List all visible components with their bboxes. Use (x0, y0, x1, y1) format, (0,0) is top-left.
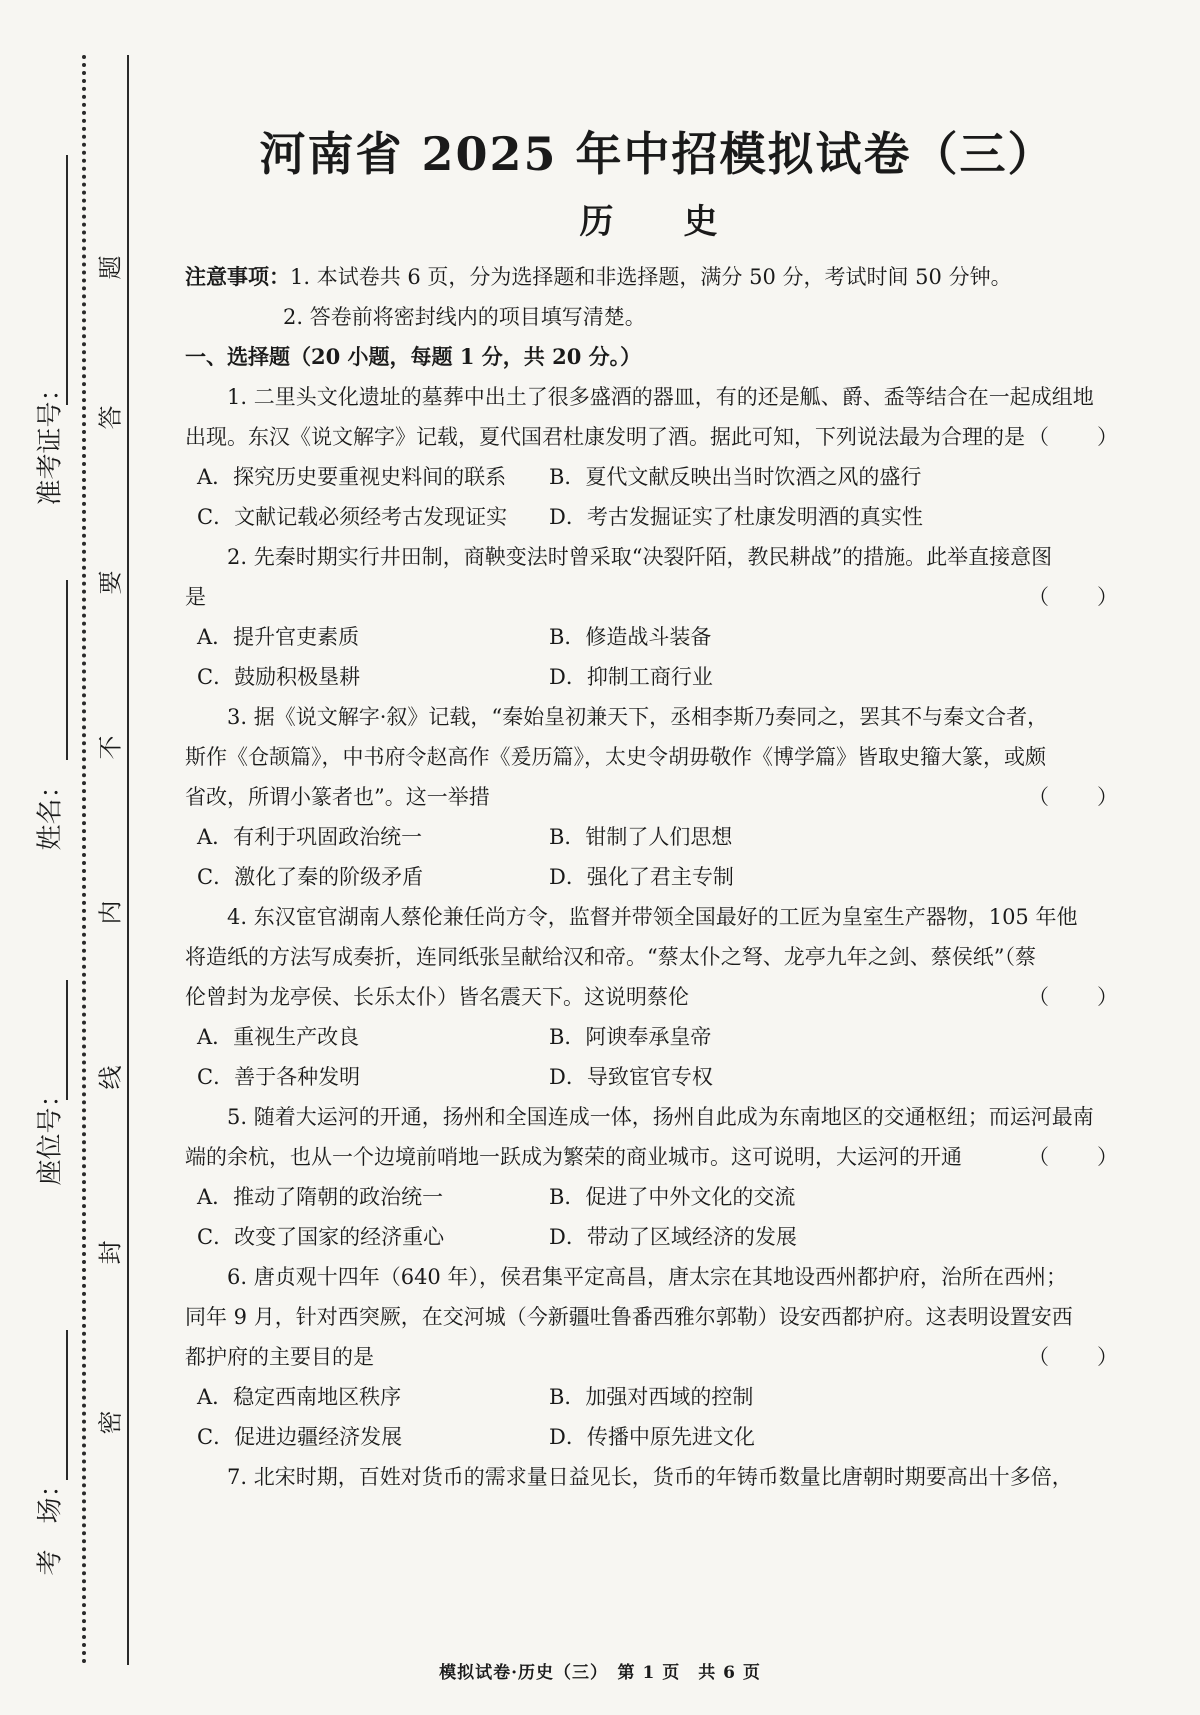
question-1 (185, 377, 1130, 537)
option-grid (185, 1177, 1130, 1257)
answer-option[interactable]: D．抑制工商行业 (549, 665, 713, 689)
question-line: 同年 9 月，针对西突厥，在交河城（今新疆吐鲁番西雅尔郭勒）设安西都护府。这表明设置安西 (185, 1305, 1073, 1329)
question-line: 2. 先秦时期实行井田制，商鞅变法时曾采取“决裂阡陌，教民耕战”的措施。此举直接意图 (227, 545, 1053, 569)
answer-option[interactable]: A．提升官吏素质 (197, 625, 360, 649)
question-line: 7. 北宋时期，百姓对货币的需求量日益见长，货币的年铸币数量比唐朝时期要高出十多倍， (227, 1465, 1073, 1489)
answer-option[interactable]: D．传播中原先进文化 (549, 1425, 755, 1449)
seat-number-field-line[interactable] (66, 980, 68, 1100)
binding-strip (0, 0, 140, 1715)
question-line: 5. 随着大运河的开通，扬州和全国连成一体，扬州自此成为东南地区的交通枢纽；而运河最南 (227, 1105, 1094, 1129)
answer-blank[interactable]: （ ） (1028, 425, 1120, 449)
option-grid (185, 1017, 1130, 1097)
answer-option[interactable]: A．重视生产改良 (197, 1025, 360, 1049)
question-line: 4. 东汉宦官湖南人蔡伦兼任尚方令，监督并带领全国最好的工匠为皇室生产器物，105 年他 (227, 905, 1078, 929)
answer-option[interactable]: C．善于各种发明 (197, 1065, 361, 1089)
question-7 (185, 1457, 1130, 1497)
answer-option[interactable]: B．阿谀奉承皇帝 (549, 1025, 712, 1049)
answer-option[interactable]: D．导致宦官专权 (549, 1065, 713, 1089)
question-text: 出现。东汉《说文解字》记载，夏代国君杜康发明了酒。据此可知，下列说法最为合理的是 (185, 425, 1025, 449)
answer-blank[interactable]: （ ） (1028, 1345, 1120, 1369)
name-field-label: 姓名： (35, 772, 66, 851)
answer-option[interactable]: C．改变了国家的经济重心 (197, 1225, 445, 1249)
question-text: 伦曾封为龙亭侯、长乐太仆）皆名震天下。这说明蔡伦 (185, 985, 689, 1009)
answer-option[interactable]: C．激化了秦的阶级矛盾 (197, 865, 424, 889)
option-grid (185, 617, 1130, 697)
answer-option[interactable]: D．考古发掘证实了杜康发明酒的真实性 (549, 505, 923, 529)
page-footer: 模拟试卷·历史（三） 第 1 页 共 6 页 (439, 1663, 761, 1683)
question-6 (185, 1257, 1130, 1457)
question-3 (185, 697, 1130, 897)
notes-text-1: 1. 本试卷共 6 页，分为选择题和非选择题，满分 50 分，考试时间 50 分钟。 (290, 265, 1012, 289)
answer-option[interactable]: A．稳定西南地区秩序 (197, 1385, 402, 1409)
exam-content (185, 110, 1130, 1497)
question-line (185, 1137, 1130, 1177)
section-heading: 一、选择题（20 小题，每题 1 分，共 20 分。） (185, 344, 642, 369)
question-line (185, 777, 1130, 817)
exam-number-field-label: 准考证号： (35, 375, 66, 506)
answer-option[interactable]: D．强化了君主专制 (549, 865, 734, 889)
answer-option[interactable]: B．修造战斗装备 (549, 625, 712, 649)
solid-seal-line (127, 55, 129, 1665)
seal-char: 题 (96, 255, 125, 280)
answer-option[interactable]: C．鼓励积极垦耕 (197, 665, 361, 689)
question-line: 斯作《仓颉篇》，中书府令赵高作《爰历篇》，太史令胡毋敬作《博学篇》皆取史籀大篆，或颇 (185, 745, 1046, 769)
question-text: 端的余杭，也从一个边境前哨地一跃成为繁荣的商业城市。这可说明，大运河的开通 (185, 1145, 962, 1169)
page-title: 河南省 2025 年中招模拟试卷（三） (259, 127, 1056, 181)
answer-option[interactable]: B．促进了中外文化的交流 (549, 1185, 796, 1209)
answer-option[interactable]: B．加强对西域的控制 (549, 1385, 754, 1409)
question-line (185, 977, 1130, 1017)
question-line: 1. 二里头文化遗址的墓葬中出土了很多盛酒的器皿，有的还是觚、爵、盉等结合在一起成组地 (227, 385, 1094, 409)
answer-option[interactable]: A．有利于巩固政治统一 (197, 825, 423, 849)
notes-item-1 (185, 257, 1130, 297)
question-5 (185, 1097, 1130, 1257)
seal-char: 内 (96, 900, 125, 925)
question-line: 将造纸的方法写成奏折，连同纸张呈献给汉和帝。“蔡太仆之弩、龙亭九年之剑、蔡侯纸”（蔡 (185, 945, 1036, 969)
answer-blank[interactable]: （ ） (1028, 585, 1120, 609)
answer-blank[interactable]: （ ） (1028, 785, 1120, 809)
question-list (185, 377, 1130, 1497)
question-text: 都护府的主要目的是 (185, 1345, 374, 1369)
answer-option[interactable]: C．文献记载必须经考古发现证实 (197, 505, 508, 529)
name-field-line[interactable] (66, 580, 68, 760)
question-2 (185, 537, 1130, 697)
seal-char: 不 (96, 735, 125, 760)
option-grid (185, 1377, 1130, 1457)
dotted-seal-line (82, 55, 86, 1665)
answer-option[interactable]: A．推动了隋朝的政治统一 (197, 1185, 444, 1209)
exam-room-field-line[interactable] (66, 1330, 68, 1480)
seal-char: 要 (96, 570, 125, 595)
answer-option[interactable]: C．促进边疆经济发展 (197, 1425, 403, 1449)
exam-room-field-label: 考 场： (35, 1471, 66, 1576)
question-text: 省改，所谓小篆者也”。这一举措 (185, 785, 490, 809)
question-4 (185, 897, 1130, 1097)
answer-blank[interactable]: （ ） (1028, 1145, 1120, 1169)
subject-title: 历 史 (579, 202, 736, 242)
seal-char: 线 (96, 1065, 125, 1090)
notes-item-2: 2. 答卷前将密封线内的项目填写清楚。 (283, 305, 646, 329)
question-line (185, 1337, 1130, 1377)
seal-char: 答 (96, 405, 125, 430)
option-grid (185, 817, 1130, 897)
seal-char: 封 (96, 1240, 125, 1265)
question-line (185, 417, 1130, 457)
question-line: 6. 唐贞观十四年（640 年），侯君集平定高昌，唐太宗在其地设西州都护府，治所在西州； (227, 1265, 1067, 1289)
question-line (185, 577, 1130, 617)
answer-option[interactable]: A．探究历史要重视史料间的联系 (197, 465, 507, 489)
answer-blank[interactable]: （ ） (1028, 985, 1120, 1009)
answer-option[interactable]: D．带动了区域经济的发展 (549, 1225, 797, 1249)
question-line: 3. 据《说文解字·叙》记载，“秦始皇初兼天下，丞相李斯乃奏同之，罢其不与秦文合者， (227, 705, 1049, 729)
seal-char: 密 (96, 1410, 125, 1435)
notes-label: 注意事项： (185, 264, 290, 289)
option-grid (185, 457, 1130, 537)
seat-number-field-label: 座位号： (35, 1081, 66, 1186)
answer-option[interactable]: B．夏代文献反映出当时饮酒之风的盛行 (549, 465, 922, 489)
question-text: 是 (185, 585, 206, 609)
exam-number-field-line[interactable] (66, 155, 68, 405)
answer-option[interactable]: B．钳制了人们思想 (549, 825, 733, 849)
